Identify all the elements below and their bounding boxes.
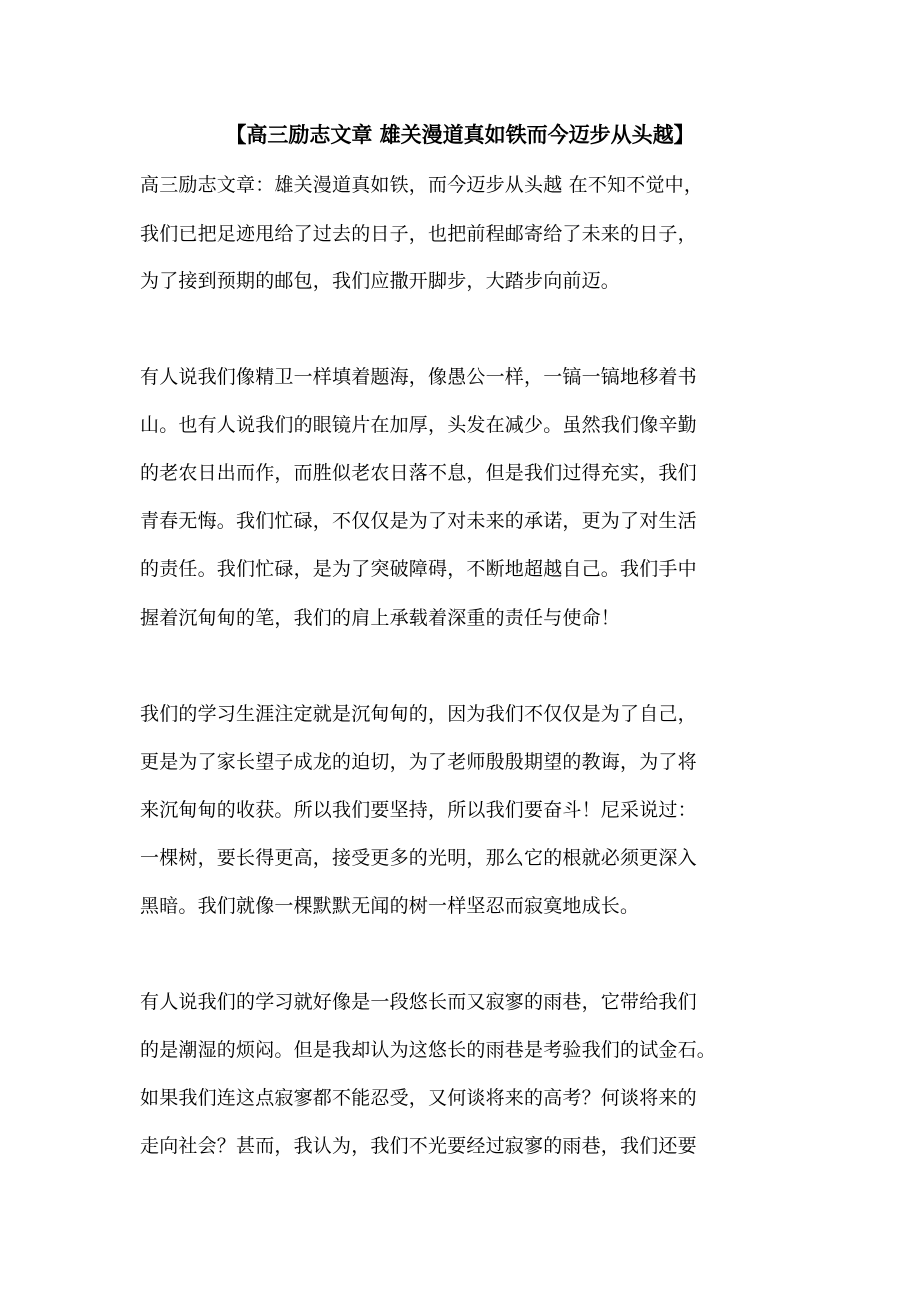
paragraph-4-line-4: 走向社会？甚而，我认为，我们不光要经过寂寥的雨巷，我们还要	[140, 1135, 697, 1157]
document-title: 【高三励志文章 雄关漫道真如铁而今迈步从头越】	[225, 122, 695, 147]
paragraph-3-line-2: 更是为了家长望子成龙的迫切，为了老师殷殷期望的教诲，为了将	[140, 751, 697, 773]
paragraph-2-line-6: 握着沉甸甸的笔，我们的肩上承载着深重的责任与使命！	[140, 607, 621, 629]
paragraph-3-line-4: 一棵树，要长得更高，接受更多的光明，那么它的根就必须更深入	[140, 847, 697, 869]
paragraph-4-line-1: 有人说我们的学习就好像是一段悠长而又寂寥的雨巷，它带给我们	[140, 991, 697, 1013]
paragraph-2-line-5: 的责任。我们忙碌，是为了突破障碍，不断地超越自己。我们手中	[140, 558, 697, 580]
paragraph-4-line-2: 的是潮湿的烦闷。但是我却认为这悠长的雨巷是考验我们的试金石。	[140, 1039, 717, 1061]
paragraph-1-line-1: 高三励志文章：雄关漫道真如铁，而今迈步从头越 在不知不觉中，	[140, 174, 704, 196]
paragraph-1-line-3: 为了接到预期的邮包，我们应撒开脚步，大踏步向前迈。	[140, 270, 621, 292]
paragraph-2-line-3: 的老农日出而作，而胜似老农日落不息，但是我们过得充实，我们	[140, 462, 697, 484]
paragraph-3-line-1: 我们的学习生涯注定就是沉甸甸的，因为我们不仅仅是为了自己，	[140, 703, 697, 725]
paragraph-2-line-1: 有人说我们像精卫一样填着题海，像愚公一样，一镐一镐地移着书	[140, 366, 697, 388]
paragraph-2-line-4: 青春无悔。我们忙碌，不仅仅是为了对未来的承诺，更为了对生活	[140, 510, 697, 532]
paragraph-3-line-5: 黑暗。我们就像一棵默默无闻的树一样坚忍而寂寞地成长。	[140, 895, 640, 917]
paragraph-3-line-3: 来沉甸甸的收获。所以我们要坚持，所以我们要奋斗！尼采说过：	[140, 799, 697, 821]
paragraph-4-line-3: 如果我们连这点寂寥都不能忍受，又何谈将来的高考？何谈将来的	[140, 1087, 697, 1109]
paragraph-2-line-2: 山。也有人说我们的眼镜片在加厚，头发在减少。虽然我们像辛勤	[140, 414, 697, 436]
paragraph-1-line-2: 我们已把足迹甩给了过去的日子，也把前程邮寄给了未来的日子，	[140, 223, 697, 245]
